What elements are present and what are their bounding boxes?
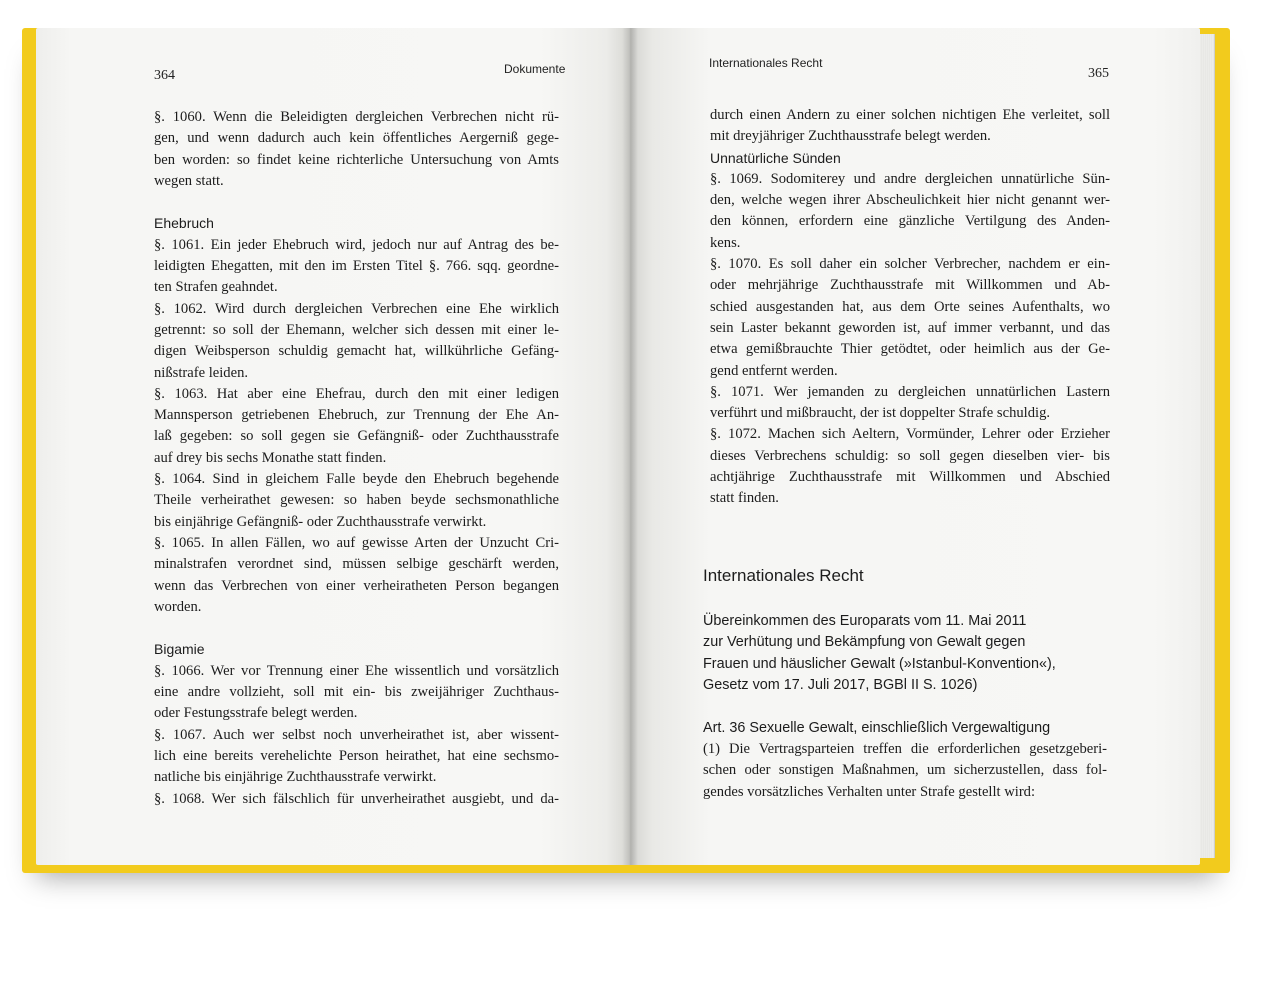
text-line: gend entfernt werden. [710,362,838,379]
continuation-1068 [710,105,1110,148]
text-line: den, welche wegen ihrer Abscheulichkeit hier nicht genannt wer- [710,192,1110,209]
text-line: lich eine bereits verehelichte Person heirathet, hat eine sechsmo- [154,747,559,764]
text-line: gendes vorsätzliches Verhalten unter Strafe gestellt wird: [703,783,1036,800]
text-line: zur Verhütung und Bekämpfung von Gewalt gegen [703,634,1026,651]
text-line: (1) Die Vertragsparteien treffen die erforderlichen gesetzgeberi- [703,741,1107,757]
section-title-internationales-recht: Internationales Recht [703,566,864,585]
text-line: §. 1063. Hat aber eine Ehefrau, durch den mit einer ledigen [154,385,559,402]
text-line: §. 1068. Wer sich fälschlich für unverheirathet ausgiebt, und da- [154,790,559,807]
text-line: statt finden. [710,490,779,507]
text-line: auf drey bis sechs Monathe statt finden. [154,449,387,466]
page-number-right: 365 [1088,66,1109,81]
text-line: §. 1070. Es soll daher ein solcher Verbrecher, nachdem er ein- [710,256,1110,273]
text-line: Mannsperson getriebenen Ehebruch, zur Trennung der Ehe An- [154,407,559,424]
text-line: schied ausgestanden hat, aus dem Orte seines Aufenthalts, wo [710,298,1110,315]
text-line: mit dreyjähriger Zuchthausstrafe belegt werden. [710,128,991,145]
text-line: §. 1067. Auch wer selbst noch unverheirathet ist, aber wissent- [154,726,559,743]
text-line: leidigten Ehegatten, mit den im Ersten Titel §. 766. sqq. geordne- [154,258,559,275]
text-line: Theile verheirathet gewesen: so haben beyde sechsmonathliche [154,492,559,509]
right-page-body [710,105,1110,510]
text-line: minalstrafen verordnet sind, müssen selbige geschärft werden, [154,556,559,573]
text-line: §. 1064. Sind in gleichem Falle beyde den Ehebruch begehende [154,471,559,488]
blank-line [154,618,559,639]
text-line: den können, erfordern eine gänzliche Vertilgung des Anden- [710,213,1110,230]
text-line: durch einen Andern zu einer solchen nichtigen Ehe verleitet, soll [710,107,1110,123]
text-line: ben worden: so findet keine richterliche Untersuchung von Amts [154,151,559,168]
text-line: §. 1065. In allen Fällen, wo auf gewisse Arten der Unzucht Cri- [154,534,559,551]
text-line: §. 1071. Wer jemanden zu dergleichen unnatürlichen Lastern [710,383,1110,400]
text-line: wenn das Verbrechen von einer verheiratheten Person begangen [154,577,559,594]
text-line: oder Festungsstrafe belegt werden. [154,705,358,722]
text-line: §. 1062. Wird durch dergleichen Verbrechen eine Ehe wirklich [154,300,559,317]
text-line: nißstrafe leiden. [154,364,249,381]
text-line: Übereinkommen des Europarats vom 11. Mai 2011 [703,613,1027,629]
text-line: §. 1072. Machen sich Aeltern, Vormünder, Lehrer oder Erzieher [710,426,1110,443]
section-ehebruch [154,235,559,618]
section-unnatuerliche-suenden [710,169,1110,510]
blank-line [154,192,559,213]
text-line: wegen statt. [154,172,224,189]
page-number-left: 364 [154,68,175,83]
text-line: dieses Verbrechens schuldig: so soll gegen dieselben vier- bis [710,447,1110,464]
section-bigamie [154,661,559,810]
text-line: verführt und mißbraucht, der ist doppelter Strafe schuldig. [710,405,1051,422]
running-head-right: Internationales Recht [709,56,823,70]
text-line: bis einjährige Gefängniß- oder Zuchthausstrafe verwirkt. [154,513,487,530]
right-page [630,28,1200,865]
text-line: etwa gemißbrauchte Thier getödtet, oder heimlich aus der Ge- [710,341,1110,358]
text-line: gen, und wenn dadurch auch kein öffentliches Aergerniß gege- [154,130,559,147]
heading-ehebruch: Ehebruch [154,215,214,232]
text-line: achtjährige Zuchthausstrafe mit Willkommen und Abschied [710,469,1110,486]
text-line: Frauen und häuslicher Gewalt (»Istanbul-Konvention«), [703,655,1056,672]
text-line: sein Laster bekannt geworden ist, auf immer verbannt, und das [710,319,1110,336]
treaty-title [703,611,1056,696]
text-line: §. 1060. Wenn die Beleidigten dergleichen Verbrechen nicht rü- [154,109,559,125]
text-line: eine andre vollzieht, soll mit ein- bis zweijähriger Zuchthaus- [154,684,559,701]
text-line: digen Weibsperson schuldig gemacht hat, willkührliche Gefäng- [154,343,559,360]
text-line: kens. [710,234,741,251]
book-gutter-shadow [622,28,638,865]
text-line: worden. [154,598,202,615]
text-line: schen oder sonstigen Maßnahmen, um sicherzustellen, dass fol- [703,762,1107,779]
text-line: §. 1066. Wer vor Trennung einer Ehe wissentlich und vorsätzlich [154,662,559,679]
text-line: Gesetz vom 17. Juli 2017, BGBl II S. 1026) [703,676,978,693]
text-line: §. 1069. Sodomiterey und andre dergleichen unnatürliche Sün- [710,170,1110,187]
left-page-body [154,107,559,810]
text-line: natliche bis einjährige Zuchthausstrafe verwirkt. [154,769,437,786]
article-36-heading [703,718,1050,739]
page-edges [1200,34,1215,858]
text-line: oder mehrjährige Zuchthausstrafe mit Willkommen und Ab- [710,277,1110,294]
article-36-body [703,739,1107,803]
text-line: laß gegeben: so soll gegen sie Gefängniß- oder Zuchthausstrafe [154,428,559,445]
article-heading: Art. 36 Sexuelle Gewalt, einschließlich Vergewaltigung [703,720,1051,736]
running-head-left: Dokumente [504,62,566,76]
heading-unnatuerliche-suenden: Unnatürliche Sünden [710,149,841,166]
text-line: getrennt: so soll der Ehemann, welcher sich dessen mit einer le- [154,321,559,338]
left-page [36,28,630,865]
paragraph-1060 [154,107,559,192]
text-line: ten Strafen geahndet. [154,279,278,296]
text-line: §. 1061. Ein jeder Ehebruch wird, jedoch nur auf Antrag des be- [154,236,559,253]
heading-bigamie: Bigamie [154,641,205,658]
